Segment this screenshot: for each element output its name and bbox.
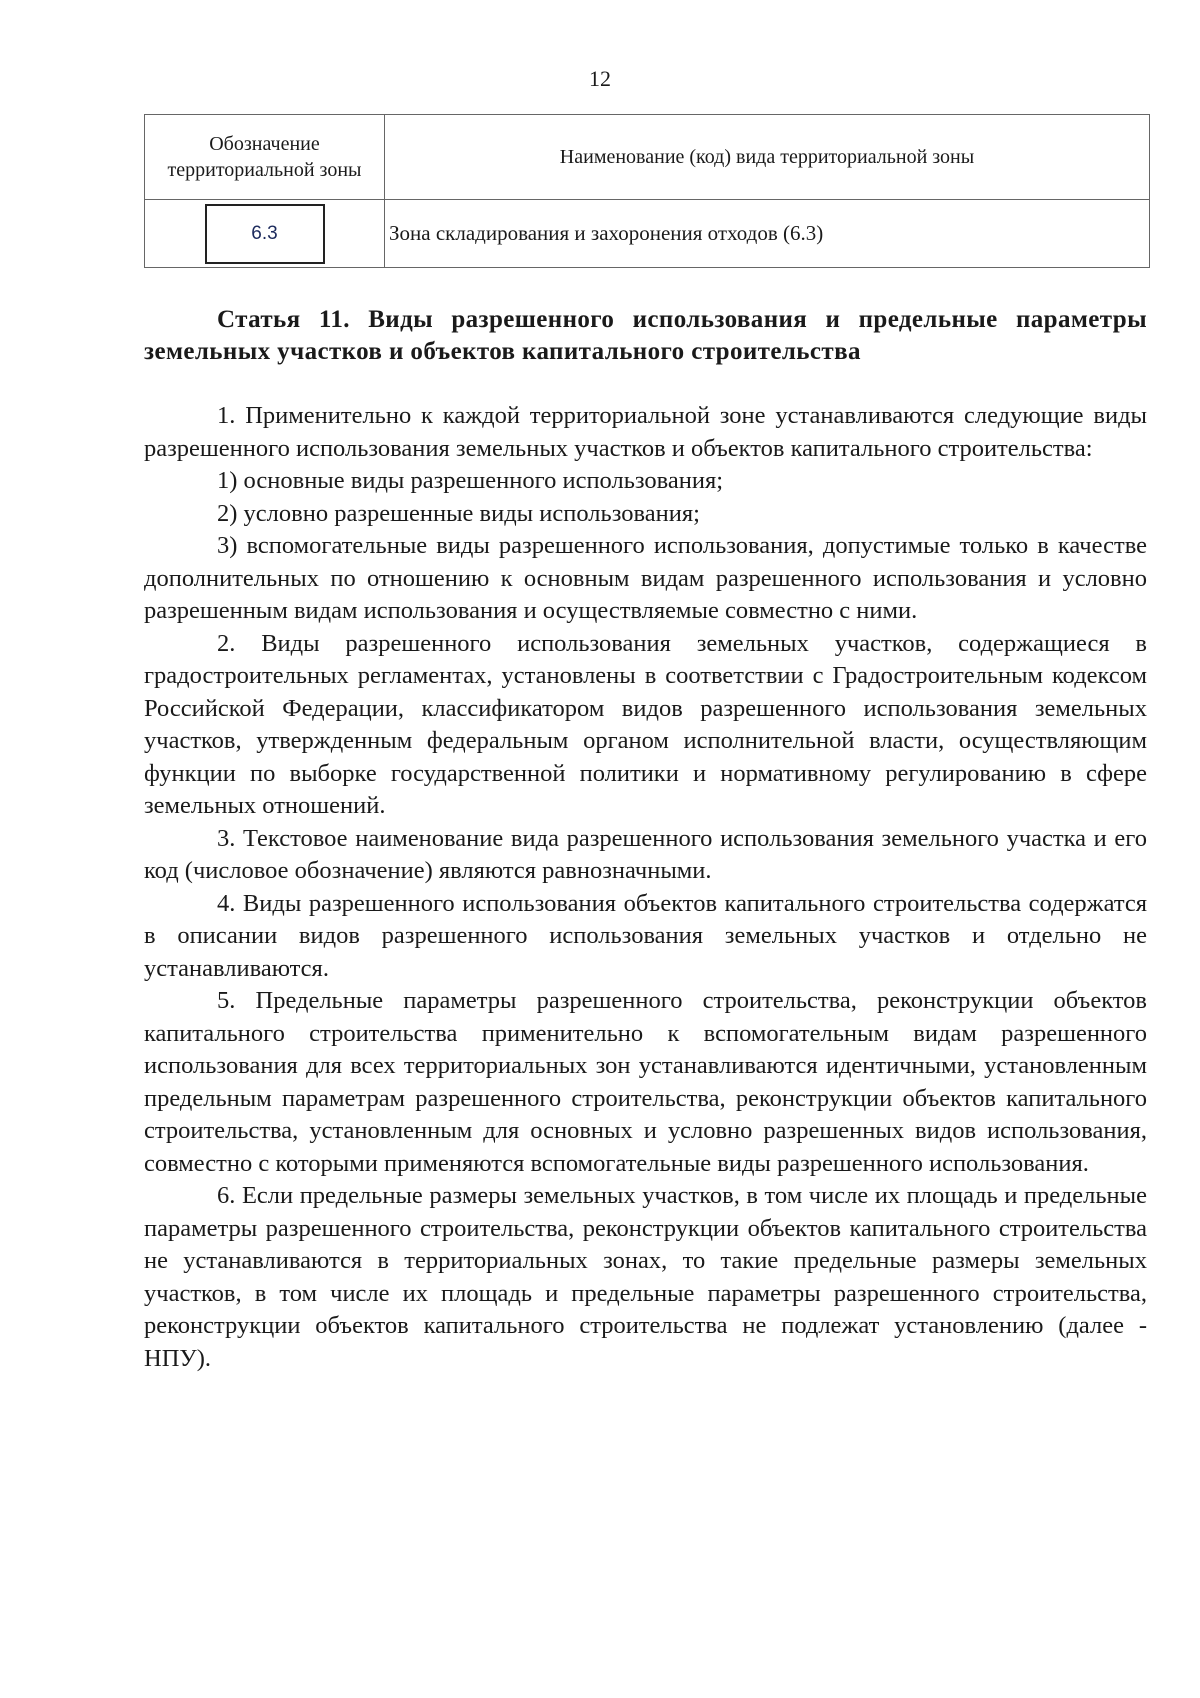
- paragraph: 3. Текстовое наименование вида разрешенного использования земельного участка и его код (числовое обозначение) являются равнозначными.: [144, 824, 1147, 884]
- paragraph: 5. Предельные параметры разрешенного строительства, реконструкции объектов капитального строительства применительно к вспомогательным видам разрешенного использования для всех территориальных зон устанавливаются идентичными, установленным предельным параметрам разрешенного строительства, реконструкции объектов капитального строительства, установленным для основных и условно разрешенных видов использования, совместно с которыми применяются вспомогательные виды разрешенного использования.: [144, 987, 1147, 1177]
- zone-name-cell: Зона складирования и захоронения отходов (6.3): [385, 200, 1150, 268]
- list-item: 1) основные виды разрешенного использования;: [217, 467, 724, 494]
- zone-code-badge: 6.3: [205, 204, 325, 264]
- page-number: 12: [589, 66, 611, 91]
- paragraph: 1. Применительно к каждой территориальной зоне устанавливаются следующие виды разрешенного использования земельных участков и объектов капитального строительства:: [144, 402, 1147, 462]
- list-item: 3) вспомогательные виды разрешенного использования, допустимые только в качестве дополнительных по отношению к основным видам разрешенного использования и условно разрешенным видам использования и осуществляемые совместно с ними.: [144, 532, 1147, 624]
- article-heading: Статья 11. Виды разрешенного использования и предельные параметры земельных участков и объектов капитального строительства: [144, 306, 1147, 365]
- header-zone-code: Обозначение территориальной зоны: [145, 115, 385, 200]
- paragraph: 2. Виды разрешенного использования земельных участков, содержащиеся в градостроительных регламентах, установлены в соответствии с Градостроительным кодексом Российской Федерации, классификатором видов разрешенного использования земельных участков, утвержденным федеральным органом исполнительной власти, осуществляющим функции по выборке государственной политики и нормативному регулированию в сфере земельных отношений.: [144, 629, 1147, 819]
- zone-table: [144, 114, 1150, 268]
- paragraph: 4. Виды разрешенного использования объектов капитального строительства содержатся в описании видов разрешенного использования земельных участков и отдельно не устанавливаются.: [144, 889, 1147, 982]
- article-body: [144, 400, 1147, 1375]
- zone-code-cell: [145, 200, 385, 268]
- list-item: 2) условно разрешенные виды использования;: [217, 499, 700, 527]
- table-header-row: [145, 115, 1150, 200]
- table-row: [145, 200, 1150, 268]
- header-zone-name: Наименование (код) вида территориальной зоны: [385, 115, 1150, 200]
- paragraph: 6. Если предельные размеры земельных участков, в том числе их площадь и предельные параметры разрешенного строительства, реконструкции объектов капитального строительства не устанавливаются в территориальных зонах, то такие предельные размеры земельных участков, в том числе их площадь и предельные параметры разрешенного строительства, реконструкции объектов капитального строительства не подлежат установлению (далее - НПУ).: [144, 1182, 1147, 1372]
